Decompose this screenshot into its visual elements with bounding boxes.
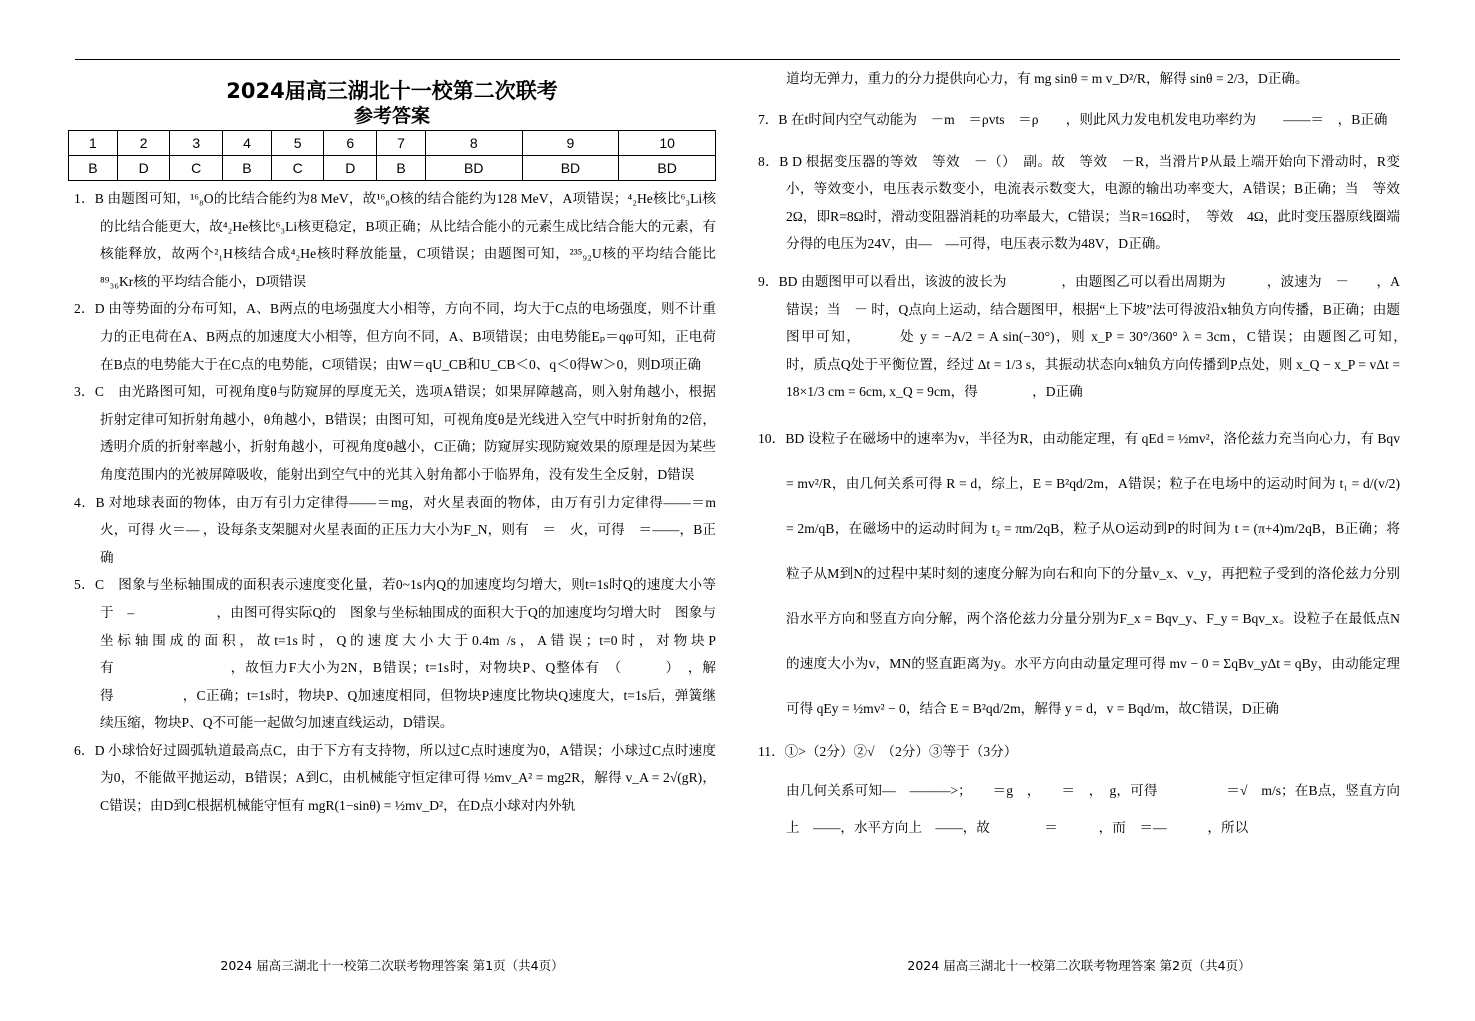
explanation-q7: 7．B 在t时间内空气动能为 －m ＝ρvts ＝ρ ，则此风力发电机发电功率约为 ——＝ ，B正确 [758,112,1388,127]
explanation-q3: 3．C 由光路图可知，可视角度θ与防窥屏的厚度无关，选项A错误；如果屏障越高，则入射角越小，根据折射定律可知折射角越小，θ角越小，B错误；由图可知，可视角度θ是光线进入空气中时折射角的2倍，透明介质的折射率越小，折射角越小，可视角度θ越小，C正确；防窥屏实现防窥效果的原理是因为某些角度范围内的光被屏障吸收，能射出到空气中的光其入射角都小于临界角，没有发生全反射，D错误 [74,384,716,482]
answer-cell: BD [619,156,716,181]
question-number: 7 [377,131,426,156]
top-rule [75,59,1400,60]
explanation-q11: 11．①>（2分）②√ （2分）③等于（3分） [758,743,1018,759]
question-number: 8 [425,131,522,156]
answer-table-answer-row [69,156,716,181]
question-number: 3 [170,131,223,156]
page-footer-left: 2024 届高三湖北十一校第二次联考物理答案 第1页（共4页） [220,958,564,973]
answer-cell: C [271,156,324,181]
explanation-q1: 1．B 由题图可知，¹⁶₈O的比结合能约为8 MeV，故¹⁶₈O核的结合能约为128 MeV，A项错误；⁴₂He核比⁶₃Li核的比结合能更大，故⁴₂He核比⁶₃Li核更稳定，B项正确；从比结合能小的元素生成比结合能大的元素，有核能释放，故两个²₁H核结合成⁴₂He核时释放能量，C项错误；由题图可知，²³⁵₉₂U核的平均结合能比⁸⁹₃₆Kr核的平均结合能小，D项错误 [74,191,716,289]
question-number: 9 [522,131,619,156]
answer-cell: BD [522,156,619,181]
answer-cell: BD [425,156,522,181]
page-left [68,66,716,820]
answer-cell: C [170,156,223,181]
explanation-q10: 10．BD 设粒子在磁场中的速率为v，半径为R，由动能定理，有 qEd = ½mv²，洛伦兹力充当向心力，有 Bqv = mv²/R，由几何关系可得 R = d，综上，E = B²qd/2m，A错误；粒子在电场中的运动时间为 t₁ = d/(v/2) = 2m/qB，在磁场中的运动时间为 t₂ = πm/2qB，粒子从O运动到P的时间为 t = (π+4)m/2qB，B正确；将粒子从M到N的过程中某时刻的速度分解为向右和向下的分量v_x、v_y，再把粒子受到的洛伦兹力分别沿水平方向和竖直方向分解，两个洛伦兹力分量分别为F_x = Bqv_y、F_y = Bqv_x。设粒子在最低点N的速度大小为v，MN的竖直距离为y。水平方向由动量定理可得 mv − 0 = ΣqBv_yΔt = qBy，由动能定理可得 qEy = ½mv² − 0，结合 E = B²qd/2m，解得 y = d，v = Bqd/m，故C错误，D正确 [758,430,1400,716]
explanation-q6-continued: 道均无弹力，重力的分力提供向心力，有 mg sinθ = m v_D²/R，解得 sinθ = 2/3，D正确。 [786,71,1309,86]
answer-cell: B [69,156,118,181]
explanation-q11-detail: 由几何关系可知— ———>； ＝g ， ＝ ， g，可得 ＝√ m/s；在B点，竖直方向上 ——，水平方向上 ——，故 ＝ ，而 ＝— ，所以 [786,782,1400,835]
question-number: 5 [271,131,324,156]
answer-cell: B [223,156,272,181]
document-subtitle: 参考答案 [353,105,430,127]
answer-cell: D [117,156,170,181]
answer-cell: D [324,156,377,181]
answer-table [68,130,716,181]
document-title: 2024届高三湖北十一校第二次联考 [226,79,558,103]
page-footer-right: 2024 届高三湖北十一校第二次联考物理答案 第2页（共4页） [907,958,1251,973]
question-number: 10 [619,131,716,156]
question-number: 6 [324,131,377,156]
explanation-q4: 4．B 对地球表面的物体，由万有引力定律得——＝mg，对火星表面的物体，由万有引力定律得——＝m 火，可得 火＝— ，设每条支架腿对火星表面的正压力大小为F_N，则有 ＝ 火，可得 ＝——，B正确 [74,494,716,565]
explanation-q8: 8．B D 根据变压器的等效 等效 －（） 副。故 等效 －R，当滑片P从最上端开始向下滑动时，R变小，等效变小，电压表示数变小，电流表示数变大，电源的输出功率变大，A错误；B正确；当 等效 2Ω，即R=8Ω时，滑动变阻器消耗的功率最大，C错误；当R=16Ω时， 等效 4Ω，此时变压器原线圈端分得的电压为24V，由— —可得，电压表示数为48V，D正确。 [758,153,1414,252]
answer-cell: B [377,156,426,181]
answer-table-header-row [69,131,716,156]
question-number: 1 [69,131,118,156]
page-right [758,66,1428,846]
explanation-q5: 5．C 图象与坐标轴围成的面积表示速度变化量，若0~1s内Q的加速度均匀增大，则t=1s时Q的速度大小等于 – ，由图可得实际Q的 图象与坐标轴围成的面积大于Q的加速度均匀增大时 图象与坐标轴围成的面积，故t=1s时，Q的速度大小大于0.4m /s，A错误；t=0时，对物块P有 ，故恒力F大小为2N，B错误；t=1s时，对物块P、Q整体有 （ ） ，解得 ，C正确；t=1s时，物块P、Q加速度相同，但物块P速度比物块Q速度大，t=1s后，弹簧继续压缩，物块P、Q不可能一起做匀加速直线运动，D错误。 [74,577,716,731]
question-number: 4 [223,131,272,156]
explanation-q9: 9．BD 由题图甲可以看出，该波的波长为 ，由题图乙可以看出周期为 ，波速为 － ，A错误；当 － 时，Q点向上运动，结合题图甲，根据“上下坡”法可得波沿x轴负方向传播，B正确；由题图甲可知， 处 y = −A/2 = A sin(−30°)，则 x_P = 30°/360° λ = 3cm，C错误；由题图乙可知， 时，质点Q处于平衡位置，经过 Δt = 1/3 s，其振动状态向x轴负方向传播到P点处，则 x_Q − x_P = vΔt = 18×1/3 cm = 6cm, x_Q = 9cm，得 ，D正确 [758,273,1428,400]
question-number: 2 [117,131,170,156]
explanation-q6: 6．D 小球恰好过圆弧轨道最高点C，由于下方有支持物，所以过C点时速度为0，A错误；小球过C点时速度为0，不能做平抛运动，B错误；A到C，由机械能守恒定律可得 ½mv_A² = mg2R，解得 v_A = 2√(gR)，C错误；由D到C根据机械能守恒有 mgR(1−sinθ) = ½mv_D²，在D点小球对内外轨 [74,742,716,814]
explanation-q2: 2．D 由等势面的分布可知，A、B两点的电场强度大小相等，方向不同，均大于C点的电场强度，则不计重力的正电荷在A、B两点的加速度大小相等，但方向不同，A、B项错误；由电势能Eₚ＝qφ可知，正电荷在B点的电势能大于在C点的电势能，C项错误；由W＝qU_CB和U_CB＜0、q＜0得W＞0，则D项正确 [74,301,716,372]
